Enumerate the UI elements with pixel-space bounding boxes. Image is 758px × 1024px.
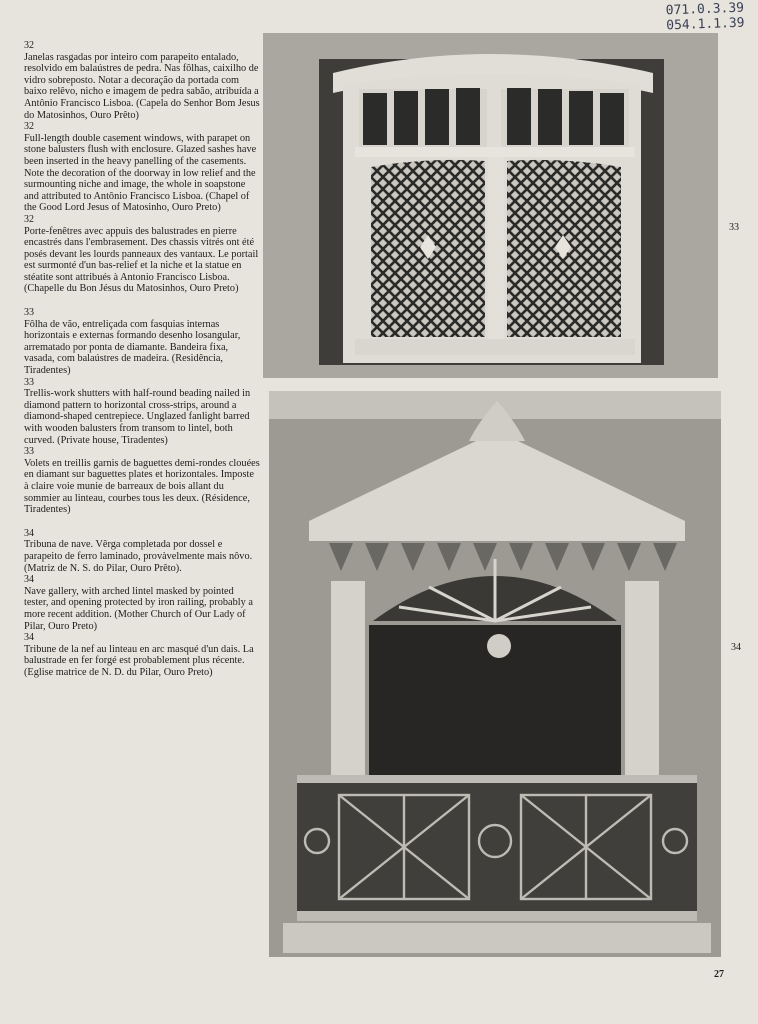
caption-number: 34	[24, 574, 34, 586]
caption-number: 34	[24, 632, 34, 644]
caption-33-fr	[24, 446, 260, 516]
caption-32-en	[24, 121, 260, 214]
caption-32-pt	[24, 40, 260, 121]
caption-column	[24, 40, 260, 678]
caption-number: 32	[24, 40, 34, 51]
caption-text: Porte-fenêtres avec appuis des balustrades en pierre encastrés dans l'embrasement. Des chassis vitrés ont été posés devant les lourds panneaux des vantaux. Le portail est surmonté d'un bas-relief et la niche et la statue en stéatite sont attribués à Antonio Francisco Lisboa. (Chapelle du Bon Jésus du Matosinhos, Ouro Preto)	[24, 225, 259, 295]
photo-nave-gallery	[269, 391, 721, 957]
caption-32-fr	[24, 214, 260, 295]
nave-gallery-illustration	[269, 391, 721, 957]
caption-number: 33	[24, 307, 34, 319]
caption-text: Trellis-work shutters with half-round beading nailed in diamond pattern to horizontal cross-strips, around a diamond-shaped centrepiece. Unglazed fanlight barred with wooden balusters from transom to lintel, both curved. (Private house, Tiradentes)	[24, 388, 251, 446]
caption-text: Nave gallery, with arched lintel masked by pointed tester, and opening protected by iron railing, probably a more recent addition. (Mother Church of Our Lady of Pilar, Ouro Preto)	[24, 585, 253, 632]
caption-34-pt	[24, 528, 260, 574]
page-number: 27	[714, 969, 724, 980]
caption-text: Volets en treillis garnis de baguettes demi-rondes clouées en diamant sur baguettes plates et horizontales. Imposte à claire voie munie de barreaux de bois allant du sommier au linteau, courbes tous les deux. (Résidence, Tiradentes)	[24, 457, 260, 516]
caption-34-en	[24, 574, 260, 632]
caption-text: Tribuna de nave. Vêrga completada por dossel e parapeito de ferro laminado, provàvelmente mais nôvo. (Matriz de N. S. do Pilar, Ouro Prêto).	[24, 539, 253, 574]
stamp-line-2: 054.1.1.39	[665, 15, 745, 34]
plate-number-33: 33	[729, 222, 739, 233]
caption-text: Janelas rasgadas por inteiro com parapeito entalado, resolvido em balaústres de pedra. Nas fôlhas, caixilho de vidro sobreposto. Notar a decoração da portada com baixo relêvo, nicho e imagem de pedra sabão, atribuída a Antônio Francisco Lisboa. (Capela do Senhor Bom Jesus do Matosinhos, Ouro Prêto)	[24, 51, 260, 121]
plate-number-34: 34	[731, 642, 741, 653]
caption-text: Fôlha de vão, entreliçada com fasquias internas horizontais e externas formando desenho losangular, arrematado por ponta de diamante. Bandeira fixa, vasada, com balaústres de madeira. (Residência, Tiradentes)	[24, 318, 241, 377]
caption-number: 33	[24, 446, 34, 458]
caption-text: Tribune de la nef au linteau en arc masqué d'un dais. La balustrade en fer forgé est probablement plus récente. (Eglise matrice de N. D. du Pilar, Ouro Preto)	[24, 643, 254, 678]
caption-33-en	[24, 377, 260, 447]
photo-trellis-window	[263, 33, 718, 378]
caption-number: 34	[24, 527, 34, 539]
caption-34-fr	[24, 632, 260, 678]
caption-number: 32	[24, 213, 34, 225]
caption-33-pt	[24, 307, 260, 377]
trellis-window-illustration	[263, 33, 718, 378]
stamp-line-1: 071.0.3.39	[665, 0, 744, 19]
caption-text: Full-length double casement windows, with parapet on stone balusters flush with enclosure. Glazed sashes have been inserted in the heavy panelling of the casements. Note the decoration of the doorway in low relief and the surmounting niche and image, the whole in soapstone and attributed to Antônio Francisco Lisboa. (Chapel of the Good Lord Jesus of Matosinho, Ouro Preto)	[24, 132, 257, 214]
archive-stamp	[665, 1, 744, 34]
caption-number: 33	[24, 376, 34, 388]
caption-number: 32	[24, 121, 34, 133]
